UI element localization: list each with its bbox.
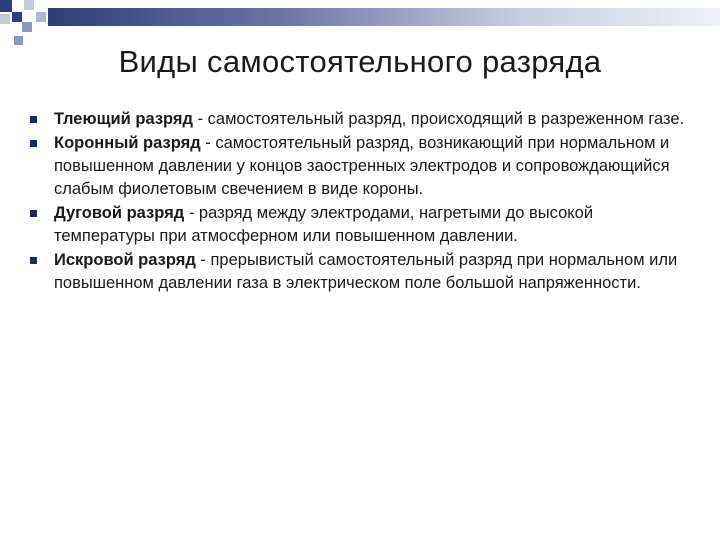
- decor-square: [0, 14, 10, 24]
- decor-square: [22, 22, 32, 32]
- bullet-term: Коронный разряд: [54, 134, 201, 152]
- slide-title: Виды самостоятельного разряда: [118, 44, 602, 79]
- bullet-text: - самостоятельный разряд, возникающий при нормальном и повышенном давлении у концов заостренных электродов и сопровождающийся слабым фиолетовым свечением в виде короны.: [54, 134, 670, 198]
- header-gradient-band: [48, 8, 720, 26]
- square-bullet-icon: [30, 140, 37, 147]
- bullet-text: - разряд между электродами, нагретыми до высокой температуры при атмосферном или повышенном давлении.: [54, 204, 594, 245]
- decor-square: [0, 0, 12, 12]
- bullet-item-corona-discharge: [30, 132, 690, 201]
- bullet-term: Дуговой разряд: [54, 204, 185, 222]
- bullet-text: - самостоятельный разряд, происходящий в разреженном газе.: [193, 110, 685, 128]
- bullet-list: [30, 108, 690, 296]
- bullet-item-spark-discharge: [30, 249, 690, 295]
- decor-square: [36, 12, 46, 22]
- decor-square: [24, 0, 34, 10]
- square-bullet-icon: [30, 257, 37, 264]
- bullet-text: - прерывистый самостоятельный разряд при нормальном или повышенном давлении газа в электрическом поле большой напряженности.: [54, 251, 678, 292]
- bullet-item-glow-discharge: [30, 108, 690, 131]
- decor-square: [12, 12, 22, 22]
- bullet-item-arc-discharge: [30, 202, 690, 248]
- square-bullet-icon: [30, 116, 37, 123]
- bullet-term: Искровой разряд: [54, 251, 196, 269]
- square-bullet-icon: [30, 210, 37, 217]
- bullet-term: Тлеющий разряд: [54, 110, 193, 128]
